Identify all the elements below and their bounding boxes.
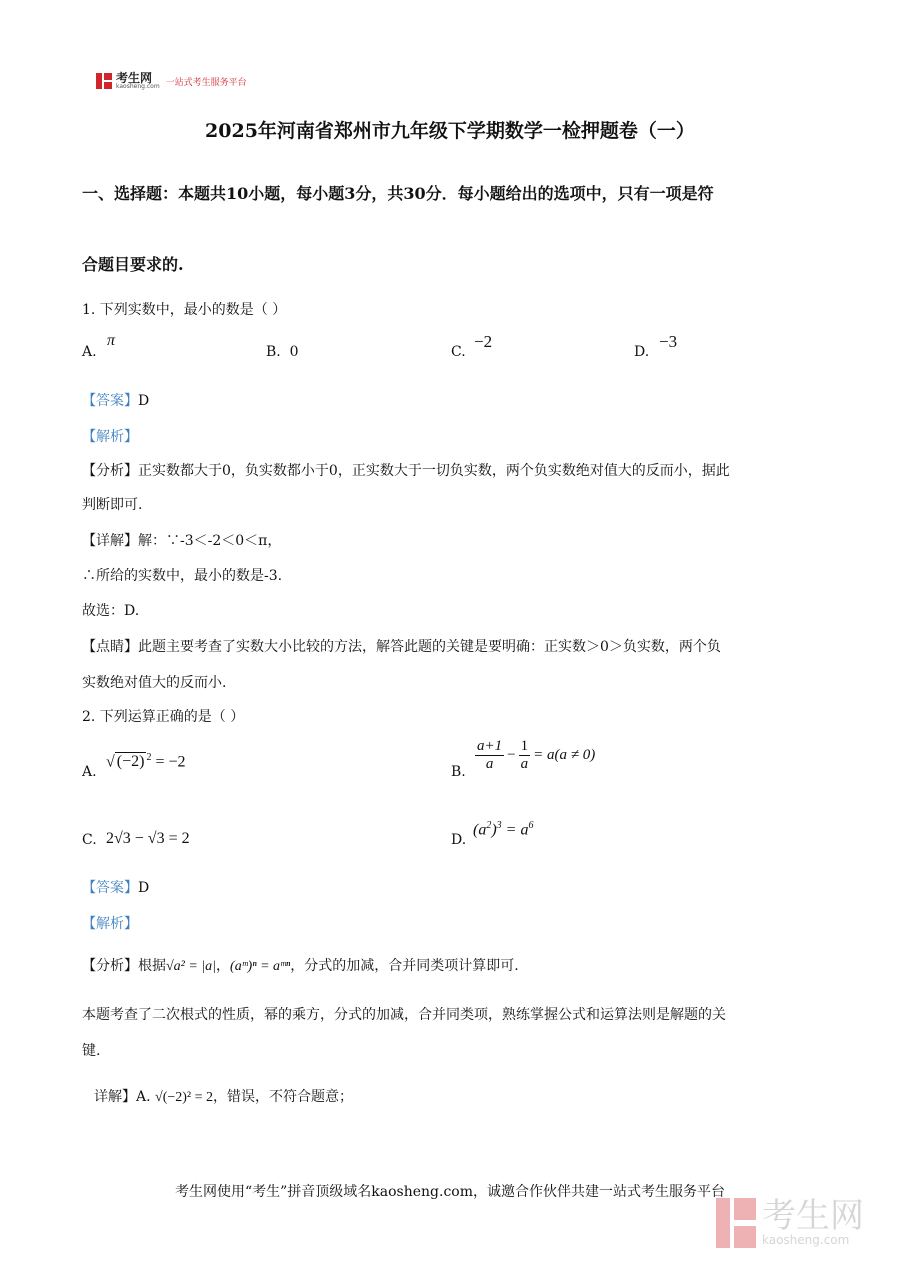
q1-fenxi-tag: 【分析】 (82, 463, 138, 479)
header-logo (96, 72, 247, 90)
q1-xiangjie-tag: 【详解】 (82, 533, 138, 549)
q1-dianjing-line2: 实数绝对值大的反而小. (82, 675, 227, 691)
q1-option-a-value: π (107, 332, 116, 349)
q1-fenxi-line2: 判断即可. (82, 497, 143, 513)
q1-option-c-label: C. (451, 344, 466, 360)
q2-fenxi-formula2: (aᵐ)ⁿ = aᵐⁿ (230, 959, 291, 974)
page-title: 2025年河南省郑州市九年级下学期数学一检押题卷（一） (205, 120, 695, 142)
q2-answer-value: D (138, 880, 150, 896)
q1-option-b-label: B. 0 (266, 344, 299, 360)
q2-answer (82, 877, 149, 897)
q1-option-c-value: −2 (474, 332, 493, 351)
q2-option-c-expr: 2√3 − √3 = 2 (106, 830, 190, 847)
q1-fenxi-line1: 【分析】正实数都大于0，负实数都小于0，正实数大于一切负实数，两个负实数绝对值大的反而小，据此 (82, 463, 730, 479)
q1-option-d-label: D. (634, 344, 650, 360)
logo-slogan: 一站式考生服务平台 (165, 77, 247, 88)
watermark-mark-icon (716, 1198, 756, 1248)
q2-option-a-expr: √ (−2) $^2$ = −2 (106, 752, 186, 771)
q2-fenxi: 【分析】根据√a² = |a|，(aᵐ)ⁿ = aᵐⁿ，分式的加减，合并同类项计算即可. (82, 958, 519, 974)
q1-option-a-label: A. (82, 344, 97, 360)
q2-option-a-label: A. (82, 764, 97, 780)
watermark-logo (716, 1198, 864, 1248)
q1-answer-value: D (138, 393, 150, 409)
q2-option-c-label: C. (82, 832, 97, 848)
q1-conclusion: ∴所给的实数中，最小的数是-3. (82, 568, 283, 584)
q1-dianjing-line1: 【点睛】此题主要考查了实数大小比较的方法，解答此题的关键是要明确：正实数＞0＞负实数，两个负 (82, 639, 721, 655)
q2-summary-line2: 键. (82, 1043, 101, 1059)
q2-option-d-expr: $(a^2)^3 = a^6$ (473, 820, 534, 839)
q1-answer (82, 390, 149, 410)
q2-option-b-label: B. (451, 764, 466, 780)
q1-dianjing-tag: 【点睛】 (82, 639, 138, 655)
q2-answer-tag: 【答案】 (82, 880, 138, 896)
logo-name: 考生网 (116, 71, 153, 85)
q2-xiangjie-tag: 详解】 (94, 1089, 136, 1105)
q2-fenxi-formula1: √a² = |a| (166, 959, 217, 974)
q2-stem: 2. 下列运算正确的是（ ） (82, 709, 245, 725)
watermark-domain: kaosheng.com (762, 1233, 850, 1247)
section-heading-line2: 合题目要求的. (82, 255, 184, 274)
q2-option-d-label: D. (451, 832, 467, 848)
q1-choice: 故选：D. (82, 603, 140, 619)
q1-xiangjie: 【详解】解：∵-3＜-2＜0＜π， (82, 533, 282, 549)
q2-option-b-expr: $\frac{a+1}{a}$ − $\frac{1}{a}$ = a(a ≠ 0) (477, 738, 596, 772)
q1-option-d-value: −3 (659, 332, 678, 351)
footer-text: 考生网使用“考生”拼音顶级域名kaosheng.com，诚邀合作伙伴共建一站式考生服务平台 (174, 1184, 726, 1200)
q1-option-b-value: 0 (289, 344, 299, 360)
q2-analysis-tag: 【解析】 (82, 916, 138, 932)
logo-mark-icon (96, 73, 112, 89)
q2-fenxi-tag: 【分析】 (82, 958, 138, 974)
watermark-name: 考生网 (762, 1196, 864, 1236)
section-heading-line1: 一、选择题：本题共10小题，每小题3分，共30分．每小题给出的选项中，只有一项是符 (82, 184, 714, 203)
q2-summary-line1: 本题考查了二次根式的性质，幂的乘方，分式的加减，合并同类项，熟练掌握公式和运算法则是解题的关 (82, 1007, 726, 1023)
q1-stem: 1. 下列实数中，最小的数是（ ） (82, 302, 287, 318)
q1-answer-tag: 【答案】 (82, 393, 138, 409)
q2-xiangjie-formula: √(−2)² = 2 (155, 1090, 214, 1105)
q1-analysis-tag: 【解析】 (82, 429, 138, 445)
logo-domain: kaosheng.com (116, 83, 160, 90)
q2-xiangjie: 详解】A. √(−2)² = 2，错误，不符合题意； (94, 1089, 354, 1105)
